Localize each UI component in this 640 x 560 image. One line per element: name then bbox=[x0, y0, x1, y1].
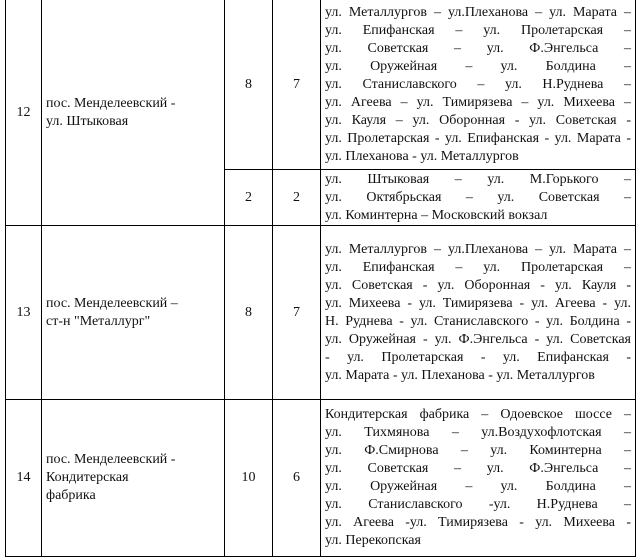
route-value-col3: 8 bbox=[225, 226, 273, 400]
route-number: 12 bbox=[6, 0, 42, 226]
route-value-col3: 10 bbox=[225, 400, 273, 557]
route-table bbox=[5, 0, 636, 557]
route-path: ул. Металлургов – ул.Плеханова – ул. Марата – ул. Епифанская – ул. Пролетарская – ул. Советская – ул. Ф.Энгельса – ул. Оружейная – ул. Болдина – ул. Станиславского – ул. Н.Руднева – ул. Агеева – ул. Тимирязева – ул. Михеева – ул. Кауля – ул. Оборонная - ул. Советская - ул. Пролетарская - ул. Епифанская - ул. Марата - ул. Плеханова - ул. Металлургов bbox=[321, 0, 636, 170]
route-path: ул. Металлургов – ул.Плеханова – ул. Марата – ул. Епифанская – ул. Пролетарская – ул. Советская - ул. Оборонная - ул. Кауля - ул. Михеева - ул. Тимирязева - ул. Агеева - ул. Н. Руднева - ул. Станиславского - ул. Болдина - ул. Оружейная - ул. Ф.Энгельса - ул. Советская - ул. Пролетарская - ул. Епифанская - ул. Марата - ул. Плеханова - ул. Металлургов bbox=[321, 226, 636, 400]
route-value-col3: 2 bbox=[225, 170, 273, 226]
table-row bbox=[6, 0, 636, 170]
route-number: 14 bbox=[6, 400, 42, 557]
route-table-document bbox=[5, 0, 635, 560]
route-path: Кондитерская фабрика – Одоевское шоссе – ул. Тихмянова – ул.Воздухофлотская – ул. Ф.Смирнова – ул. Коминтерна – ул. Советская – ул. Ф.Энгельса – ул. Оружейная – ул. Болдина – ул. Станиславского -ул. Н.Руднева – ул. Агеева -ул. Тимирязева - ул. Михеева - ул. Перекопская bbox=[321, 400, 636, 557]
route-name: пос. Менделеевский – ст-н "Металлург" bbox=[42, 226, 225, 400]
route-value-col3: 8 bbox=[225, 0, 273, 170]
route-value-col4: 2 bbox=[273, 170, 321, 226]
table-row bbox=[6, 400, 636, 557]
route-value-col4: 7 bbox=[273, 0, 321, 170]
route-name: пос. Менделеевский - Кондитерская фабрика bbox=[42, 400, 225, 557]
route-number: 13 bbox=[6, 226, 42, 400]
route-path: ул. Штыковая – ул. М.Горького – ул. Октябрьская – ул. Советская – ул. Коминтерна – Московский вокзал bbox=[321, 170, 636, 226]
table-row bbox=[6, 226, 636, 400]
route-name: пос. Менделеевский - ул. Штыковая bbox=[42, 0, 225, 226]
route-value-col4: 6 bbox=[273, 400, 321, 557]
route-value-col4: 7 bbox=[273, 226, 321, 400]
